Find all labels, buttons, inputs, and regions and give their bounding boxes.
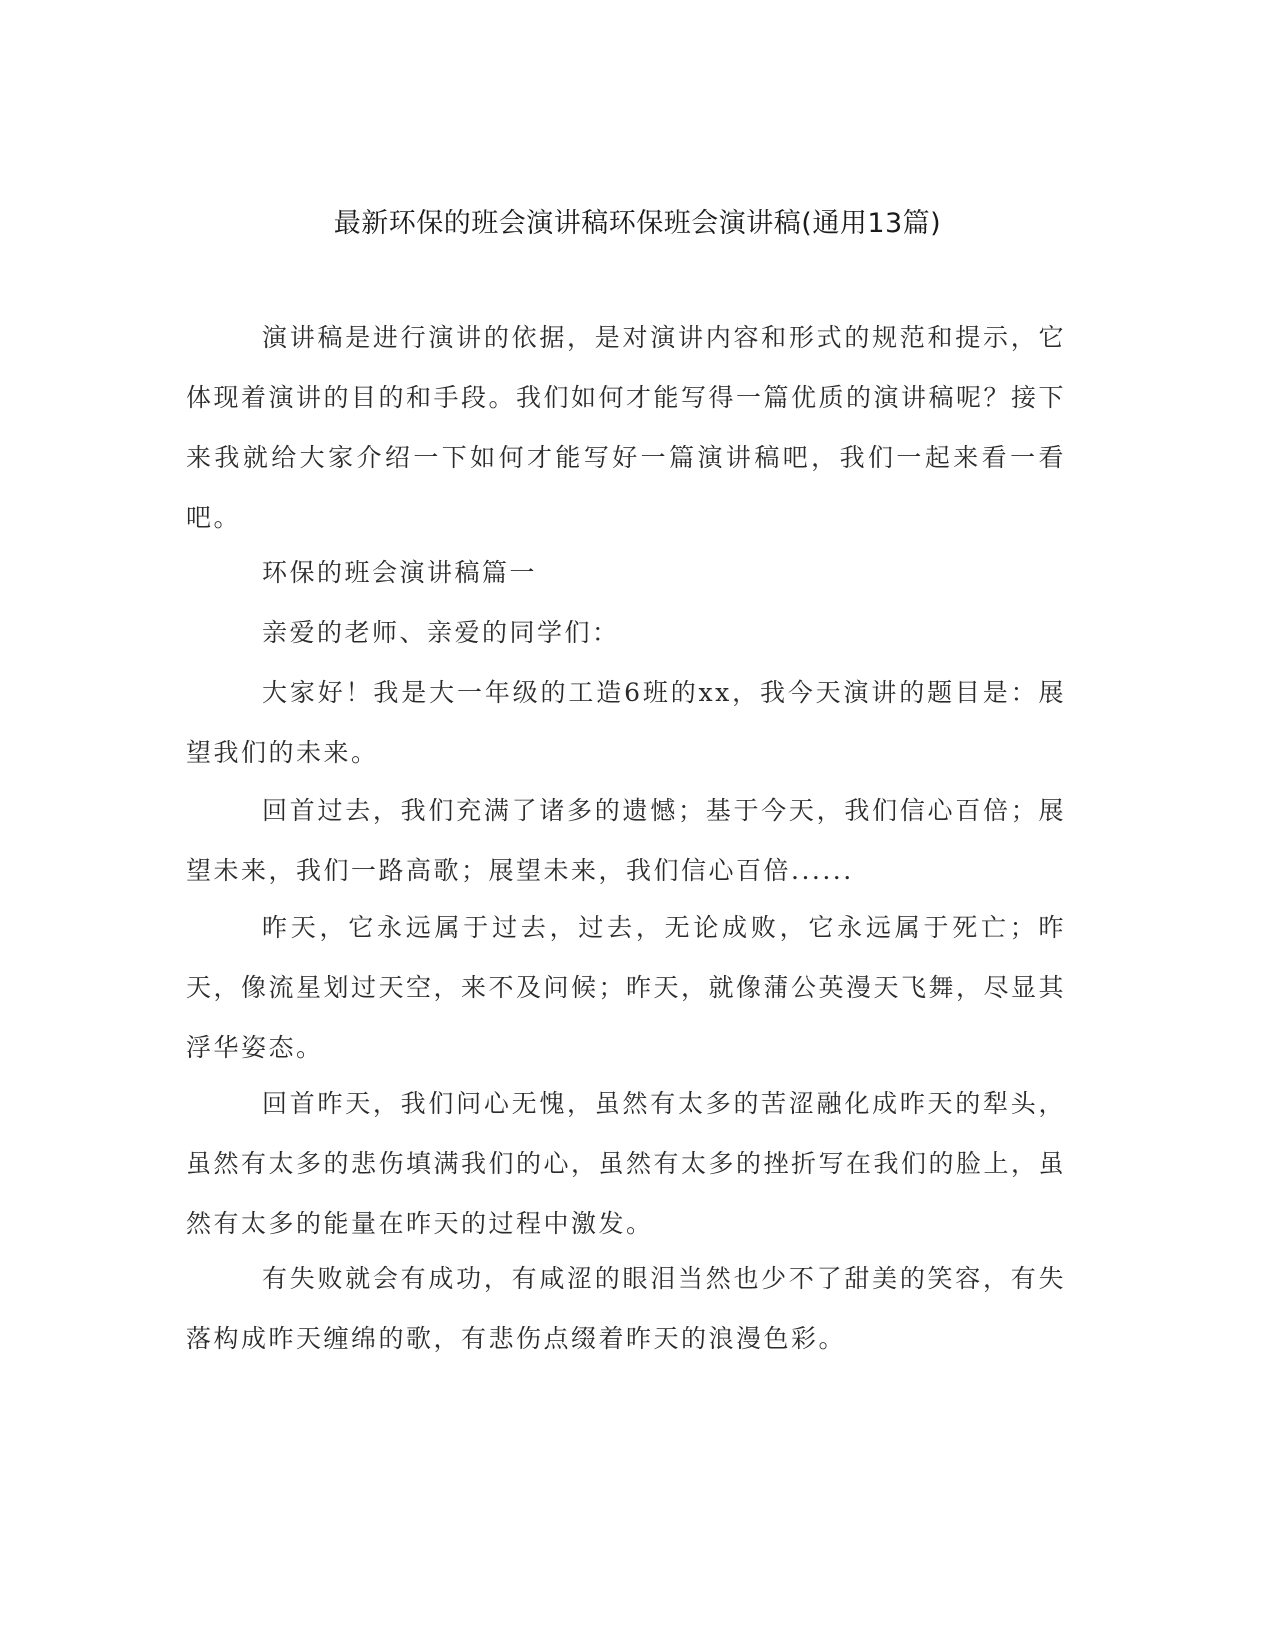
paragraph-failure <box>186 1249 1066 1369</box>
salutation: 亲爱的老师、亲爱的同学们： <box>262 618 620 647</box>
paragraph: 大家好！我是大一年级的工造6班的xx，我今天演讲的题目是：展望我们的未来。 <box>186 678 1066 767</box>
document-title: 最新环保的班会演讲稿环保班会演讲稿(通用13篇) <box>333 208 942 239</box>
paragraph-greeting <box>186 663 1066 783</box>
paragraph: 昨天，它永远属于过去，过去，无论成败，它永远属于死亡；昨天，像流星划过天空，来不及问候；昨天，就像蒲公英漫天飞舞，尽显其浮华姿态。 <box>186 913 1067 1062</box>
section-heading: 环保的班会演讲稿篇一 <box>262 558 538 587</box>
paragraph: 回首昨天，我们问心无愧，虽然有太多的苦涩融化成昨天的犁头，虽然有太多的悲伤填满我们的心，虽然有太多的挫折写在我们的脸上，虽然有太多的能量在昨天的过程中激发。 <box>186 1089 1067 1238</box>
paragraph: 演讲稿是进行演讲的依据，是对演讲内容和形式的规范和提示，它体现着演讲的目的和手段。我们如何才能写得一篇优质的演讲稿呢？接下来我就给大家介绍一下如何才能写好一篇演讲稿吧，我们一起来看一看吧。 <box>186 323 1067 532</box>
paragraph: 回首过去，我们充满了诸多的遗憾；基于今天，我们信心百倍；展望未来，我们一路高歌；展望未来，我们信心百倍...... <box>186 796 1066 885</box>
paragraph: 有失败就会有成功，有咸涩的眼泪当然也少不了甜美的笑容，有失落构成昨天缠绵的歌，有悲伤点缀着昨天的浪漫色彩。 <box>186 1264 1066 1353</box>
paragraph-past <box>186 781 1066 901</box>
paragraph-review <box>186 1074 1066 1254</box>
paragraph-intro <box>186 308 1066 548</box>
paragraph-yesterday <box>186 898 1066 1078</box>
